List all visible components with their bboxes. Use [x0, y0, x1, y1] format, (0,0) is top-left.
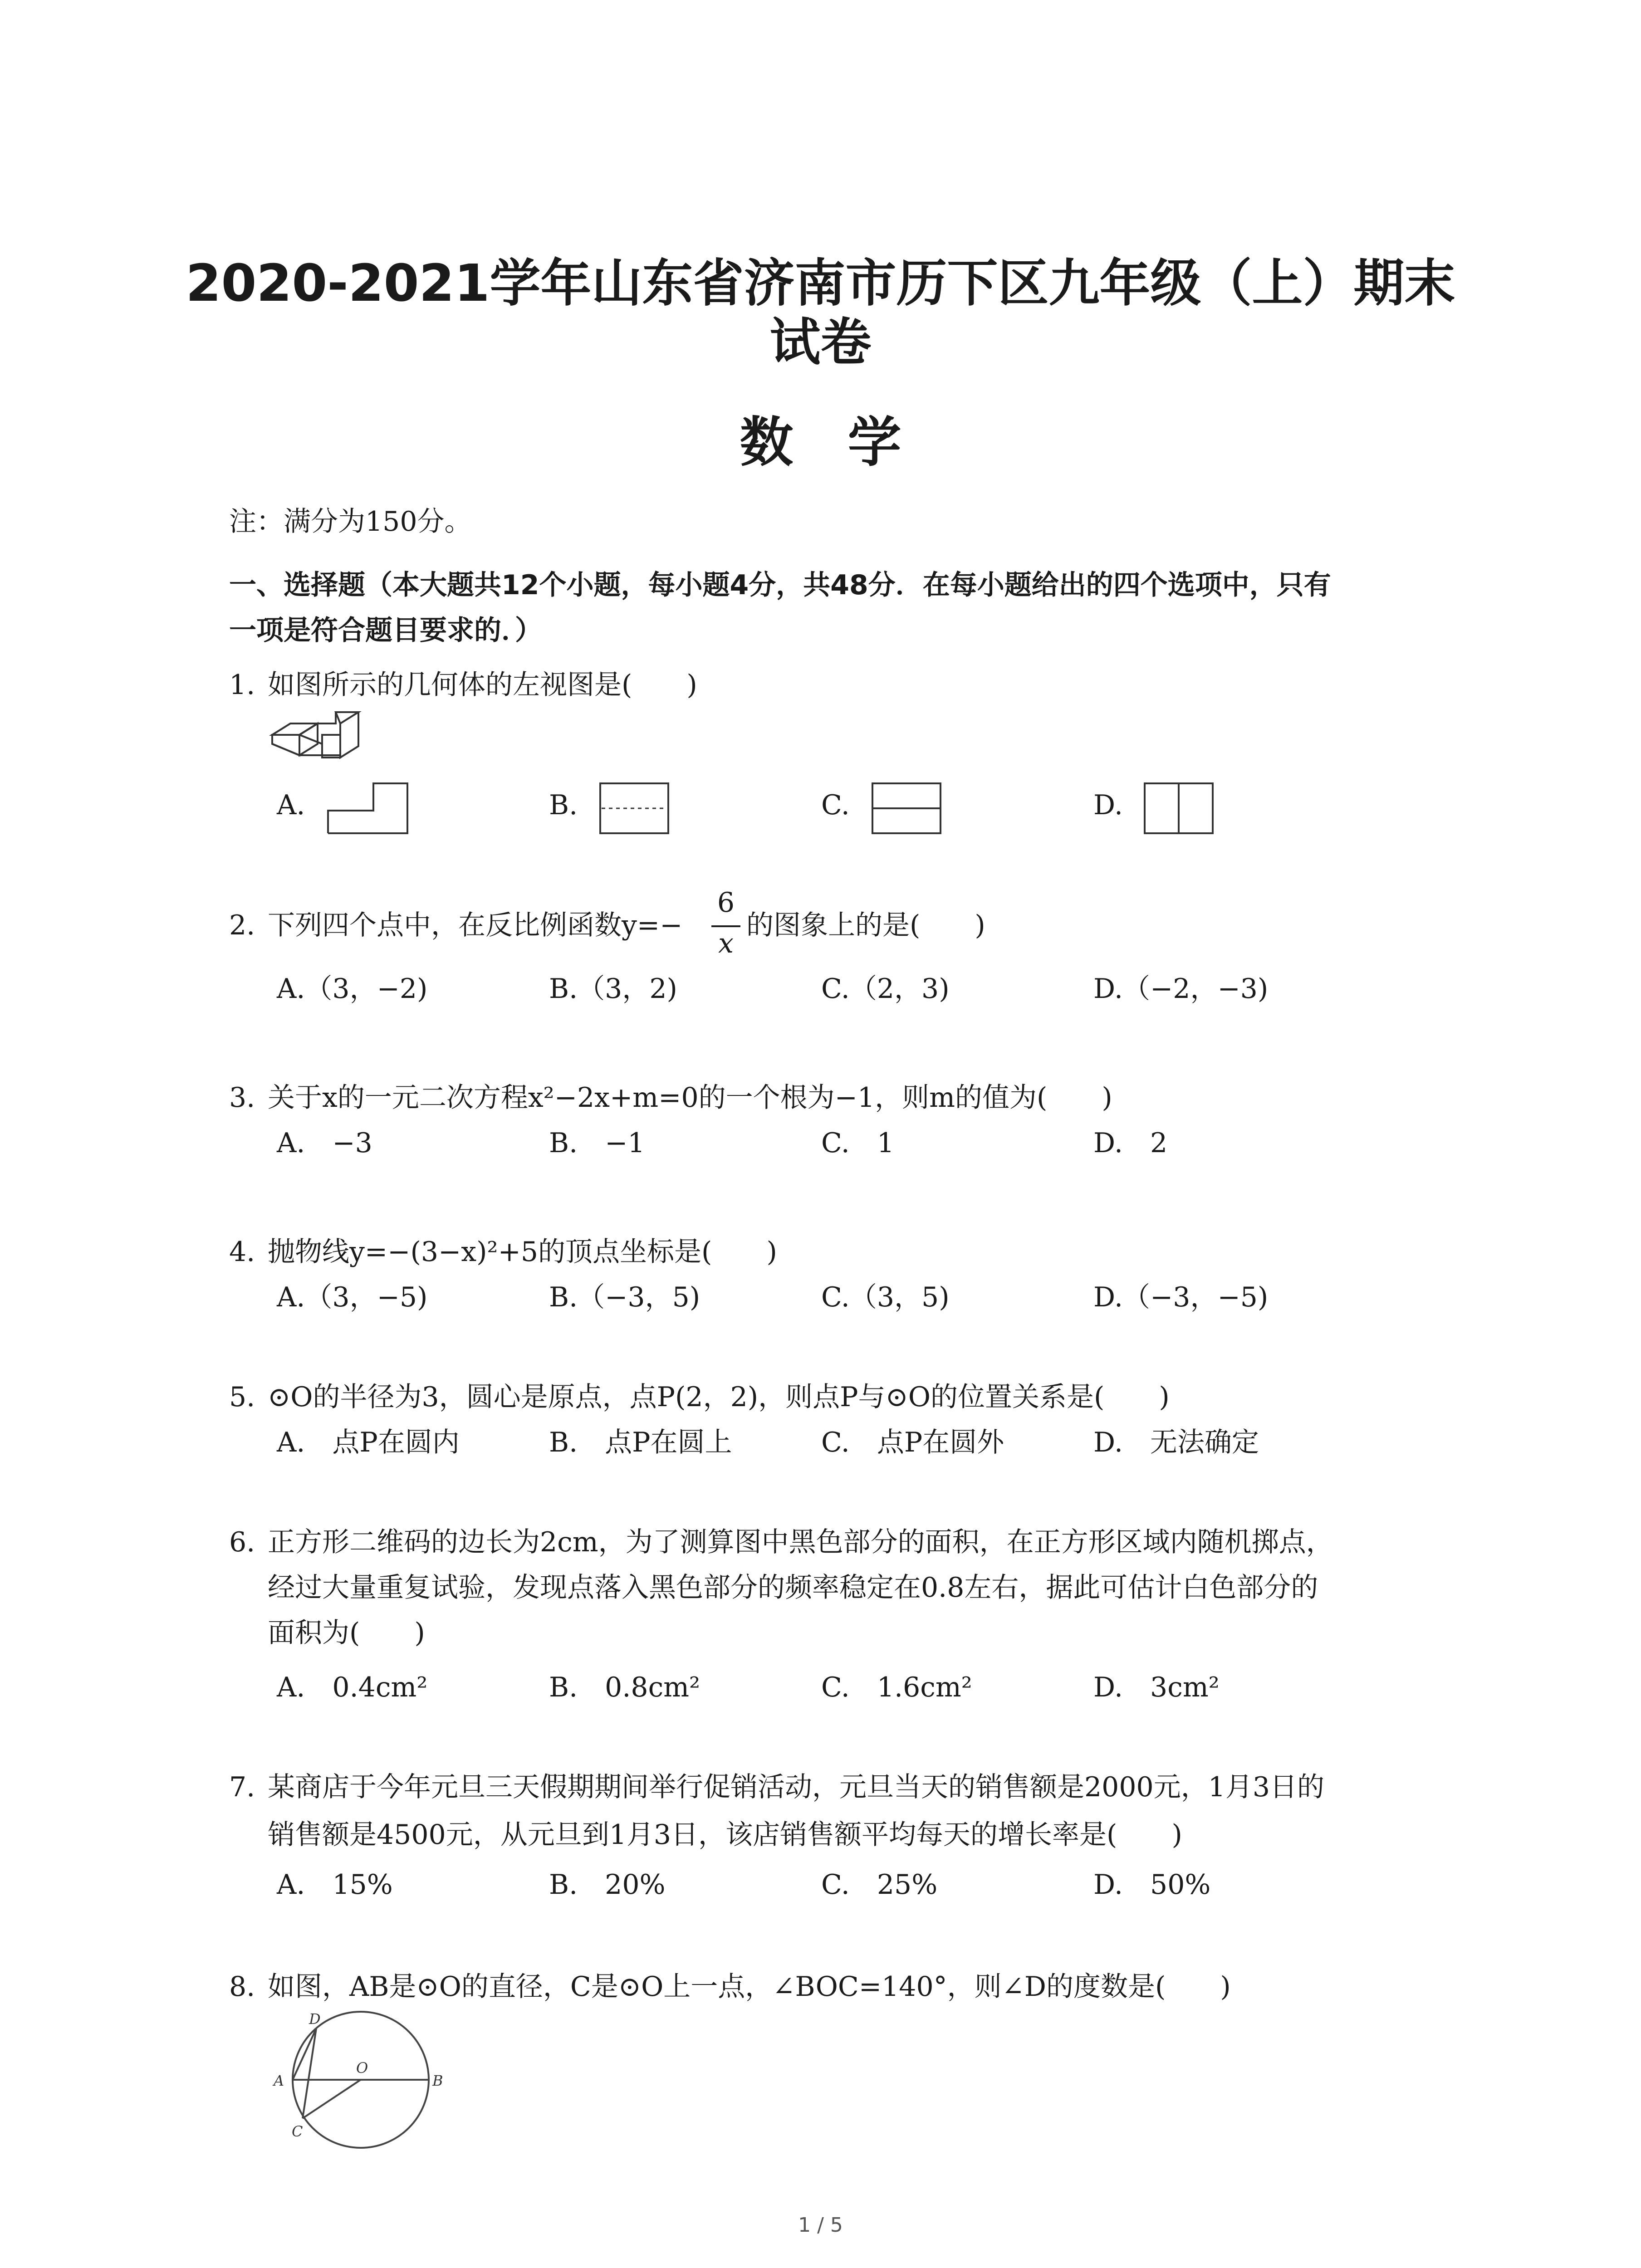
note: 注：满分为150分。	[229, 506, 472, 538]
q1-solid-figure	[268, 708, 372, 780]
q2-fraction-bar	[711, 925, 740, 927]
q6-text-line2: 经过大量重复试验，发现点落入黑色部分的频率稳定在0.8左右，据此可估计白色部分的	[268, 1572, 1318, 1603]
q6-text-line1: 正方形二维码的边长为2cm，为了测算图中黑色部分的面积，在正方形区域内随机掷点，	[268, 1526, 1333, 1558]
q8-number: 8.	[229, 1971, 255, 2003]
q1-option-b-shape	[598, 781, 671, 836]
q1-number: 1.	[229, 669, 255, 701]
q8-label-d: D	[309, 2010, 321, 2028]
q6-option-b[interactable]: B. 0.8cm²	[549, 1672, 700, 1703]
q8-circle-figure	[265, 2005, 447, 2155]
q5-option-c[interactable]: C. 点P在圆外	[821, 1427, 1004, 1458]
q6-text-line3: 面积为( )	[268, 1617, 425, 1649]
q3-option-a[interactable]: A. −3	[277, 1127, 372, 1159]
section-heading-line1: 一、选择题（本大题共12个小题，每小题4分，共48分．在每小题给出的四个选项中，只有	[229, 569, 1331, 601]
q2-option-d[interactable]: D.（−2，−3)	[1093, 973, 1269, 1005]
q2-option-a[interactable]: A.（3，−2)	[277, 973, 428, 1005]
title-line-2: 试卷	[769, 313, 872, 372]
q7-text-line1: 某商店于今年元旦三天假期期间举行促销活动，元旦当天的销售额是2000元，1月3日的	[268, 1771, 1325, 1803]
q5-option-b[interactable]: B. 点P在圆上	[549, 1427, 732, 1458]
q1-option-a-shape	[326, 781, 412, 836]
q6-option-c[interactable]: C. 1.6cm²	[821, 1672, 972, 1703]
q3-option-b[interactable]: B. −1	[549, 1127, 645, 1159]
q8-label-o: O	[356, 2059, 368, 2077]
title-line-1: 2020-2021学年山东省济南市历下区九年级（上）期末	[186, 254, 1455, 313]
q2-text-after: 的图象上的是( )	[746, 909, 985, 941]
q4-option-a[interactable]: A.（3，−5)	[277, 1281, 428, 1313]
q3-option-d[interactable]: D. 2	[1093, 1127, 1168, 1159]
q6-option-a[interactable]: A. 0.4cm²	[277, 1672, 428, 1703]
q1-option-c-shape	[870, 781, 943, 836]
q2-fraction-denominator: x	[718, 928, 734, 959]
q8-text: 如图，AB是⊙O的直径，C是⊙O上一点，∠BOC=140°，则∠D的度数是( )	[268, 1971, 1231, 2003]
q4-option-b[interactable]: B.（−3，5)	[549, 1281, 700, 1313]
q3-number: 3.	[229, 1082, 255, 1114]
q4-option-d[interactable]: D.（−3，−5)	[1093, 1281, 1269, 1313]
q3-option-c[interactable]: C. 1	[821, 1127, 895, 1159]
q3-text: 关于x的一元二次方程x²−2x+m=0的一个根为−1，则m的值为( )	[268, 1082, 1112, 1114]
q1-option-b[interactable]: B.	[549, 789, 578, 821]
q8-label-a: A	[274, 2072, 284, 2089]
q7-text-line2: 销售额是4500元，从元旦到1月3日，该店销售额平均每天的增长率是( )	[268, 1819, 1182, 1851]
q5-text: ⊙O的半径为3，圆心是原点，点P(2，2)，则点P与⊙O的位置关系是( )	[268, 1381, 1170, 1413]
q7-option-d[interactable]: D. 50%	[1093, 1869, 1211, 1901]
q7-option-a[interactable]: A. 15%	[277, 1869, 393, 1901]
q1-text: 如图所示的几何体的左视图是( )	[268, 669, 697, 701]
q2-option-b[interactable]: B.（3，2)	[549, 973, 677, 1005]
q1-option-d-shape	[1142, 781, 1215, 836]
page-number: 1 / 5	[798, 2214, 843, 2237]
q2-fraction-numerator: 6	[717, 887, 735, 919]
q6-option-d[interactable]: D. 3cm²	[1093, 1672, 1220, 1703]
q7-number: 7.	[229, 1771, 255, 1803]
q6-number: 6.	[229, 1526, 255, 1558]
q4-option-c[interactable]: C.（3，5)	[821, 1281, 950, 1313]
subject-title: 数学	[740, 411, 956, 474]
q2-number: 2.	[229, 909, 255, 941]
q1-option-a[interactable]: A.	[277, 789, 305, 821]
q5-number: 5.	[229, 1381, 255, 1413]
q2-text-before: 下列四个点中，在反比例函数y=−	[268, 909, 683, 941]
q2-option-c[interactable]: C.（2，3)	[821, 973, 950, 1005]
q8-label-c: C	[292, 2123, 303, 2140]
section-heading-line2: 一项是符合题目要求的．）	[229, 615, 542, 646]
q5-option-a[interactable]: A. 点P在圆内	[277, 1427, 460, 1458]
q4-text: 抛物线y=−(3−x)²+5的顶点坐标是( )	[268, 1236, 777, 1268]
q8-label-b: B	[432, 2072, 443, 2089]
q7-option-b[interactable]: B. 20%	[549, 1869, 666, 1901]
q5-option-d[interactable]: D. 无法确定	[1093, 1427, 1259, 1458]
q1-option-c[interactable]: C.	[821, 789, 850, 821]
q4-number: 4.	[229, 1236, 255, 1268]
q7-option-c[interactable]: C. 25%	[821, 1869, 938, 1901]
q1-option-d[interactable]: D.	[1093, 789, 1123, 821]
